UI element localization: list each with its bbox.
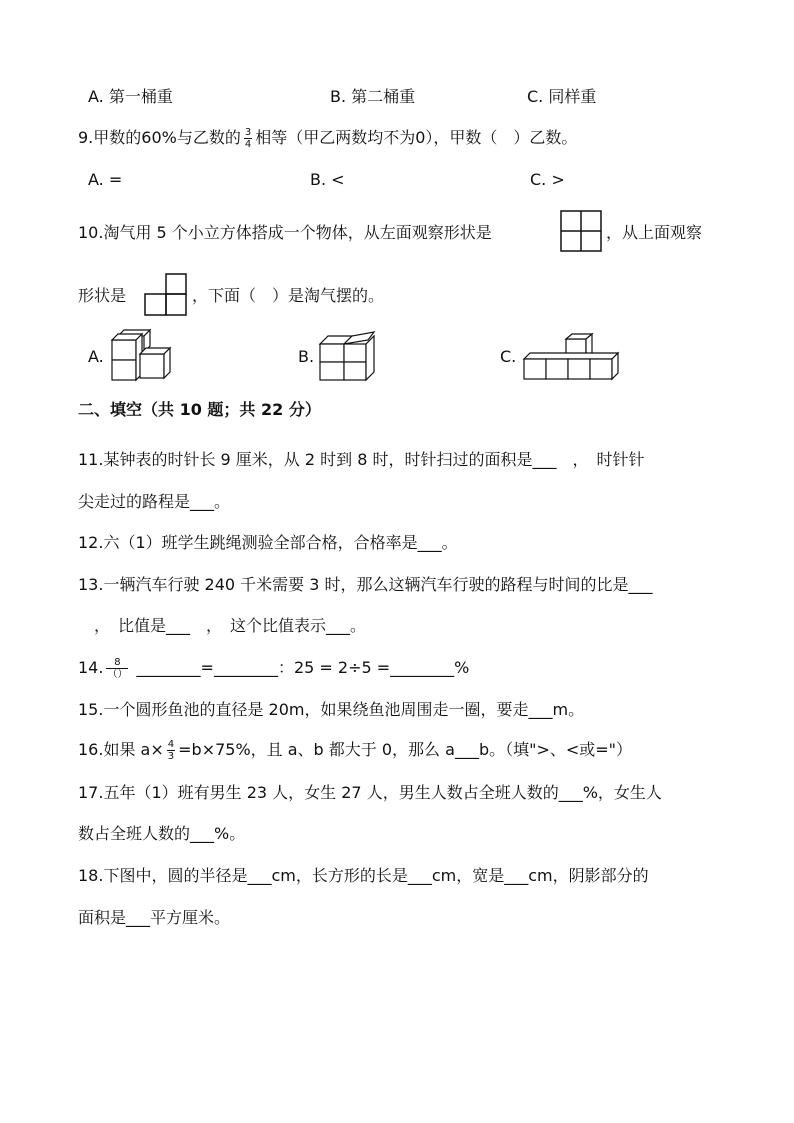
q17-line2: 数占全班人数的___%。 bbox=[78, 824, 246, 843]
q10-option-b-cubes[interactable] bbox=[318, 330, 378, 384]
q9-option-c[interactable]: C. > bbox=[530, 170, 565, 189]
q14-prefix: 14. bbox=[78, 658, 104, 677]
q8-option-c[interactable]: C. 同样重 bbox=[527, 87, 597, 106]
q10-line1-prefix: 10.淘气用 5 个小立方体搭成一个物体，从左面观察形状是 bbox=[78, 223, 492, 242]
q16-fraction bbox=[167, 739, 175, 762]
q9-option-b[interactable]: B. < bbox=[310, 170, 345, 189]
q13-line1: 13.一辆汽车行驶 240 千米需要 3 时，那么这辆汽车行驶的路程与时间的比是___ bbox=[78, 575, 653, 594]
q14-question bbox=[78, 656, 469, 680]
q10-option-b[interactable]: B. bbox=[298, 347, 315, 366]
q9-question bbox=[78, 126, 577, 150]
q13-line2: ， 比值是___ ， 这个比值表示___。 bbox=[78, 616, 367, 635]
q16-suffix: =b×75%，且 a、b 都大于 0，那么 a___b。（填">、<或="） bbox=[178, 740, 633, 759]
q10-option-a-cubes[interactable] bbox=[110, 328, 176, 382]
q11-line1: 11.某钟表的时针长 9 厘米，从 2 时到 8 时，时针扫过的面积是___ ， 时针针 bbox=[78, 450, 645, 469]
left-view-figure bbox=[560, 210, 602, 252]
q12-question: 12.六（1）班学生跳绳测验全部合格，合格率是___。 bbox=[78, 533, 458, 552]
section-2-heading: 二、填空（共 10 题；共 22 分） bbox=[78, 400, 321, 419]
q17-line1: 17.五年（1）班有男生 23 人，女生 27 人，男生人数占全班人数的___%，女生人 bbox=[78, 783, 662, 802]
q10-option-a[interactable]: A. bbox=[88, 347, 104, 366]
q10-line2-suffix: ，下面（ ）是淘气摆的。 bbox=[192, 286, 385, 305]
q16-question bbox=[78, 738, 632, 762]
q18-line1: 18.下图中，圆的半径是___cm，长方形的长是___cm，宽是___cm，阴影部分的 bbox=[78, 866, 649, 885]
top-view-figure bbox=[144, 273, 188, 317]
q10-line1-suffix: ，从上面观察 bbox=[606, 223, 703, 242]
q9-fraction bbox=[244, 127, 252, 150]
q16-prefix: 16.如果 a× bbox=[78, 740, 164, 759]
q9-fraction-denominator: 4 bbox=[244, 139, 252, 150]
q16-fraction-numerator: 4 bbox=[167, 739, 175, 750]
q9-prefix: 9.甲数的60%与乙数的 bbox=[78, 128, 241, 147]
q9-option-a[interactable]: A. = bbox=[88, 170, 123, 189]
q14-suffix: ________=________：25 = 2÷5 =________% bbox=[131, 658, 470, 677]
q10-line2-prefix: 形状是 bbox=[78, 286, 127, 305]
q14-fraction bbox=[106, 657, 128, 680]
q14-fraction-denominator: （） bbox=[107, 669, 128, 680]
q14-fraction-numerator: 8 bbox=[106, 657, 128, 669]
q8-option-b[interactable]: B. 第二桶重 bbox=[330, 87, 416, 106]
q8-option-a[interactable]: A. 第一桶重 bbox=[88, 87, 173, 106]
q18-line2: 面积是___平方厘米。 bbox=[78, 908, 231, 927]
q16-fraction-denominator: 3 bbox=[167, 751, 175, 762]
q9-fraction-numerator: 3 bbox=[244, 127, 252, 138]
q11-line2: 尖走过的路程是___。 bbox=[78, 492, 231, 511]
q9-suffix: 相等（甲乙两数均不为0），甲数（ ）乙数。 bbox=[255, 128, 578, 147]
q10-option-c[interactable]: C. bbox=[500, 347, 517, 366]
q15-question: 15.一个圆形鱼池的直径是 20m，如果绕鱼池周围走一圈，要走___m。 bbox=[78, 700, 585, 719]
q10-option-c-cubes[interactable] bbox=[522, 333, 622, 383]
